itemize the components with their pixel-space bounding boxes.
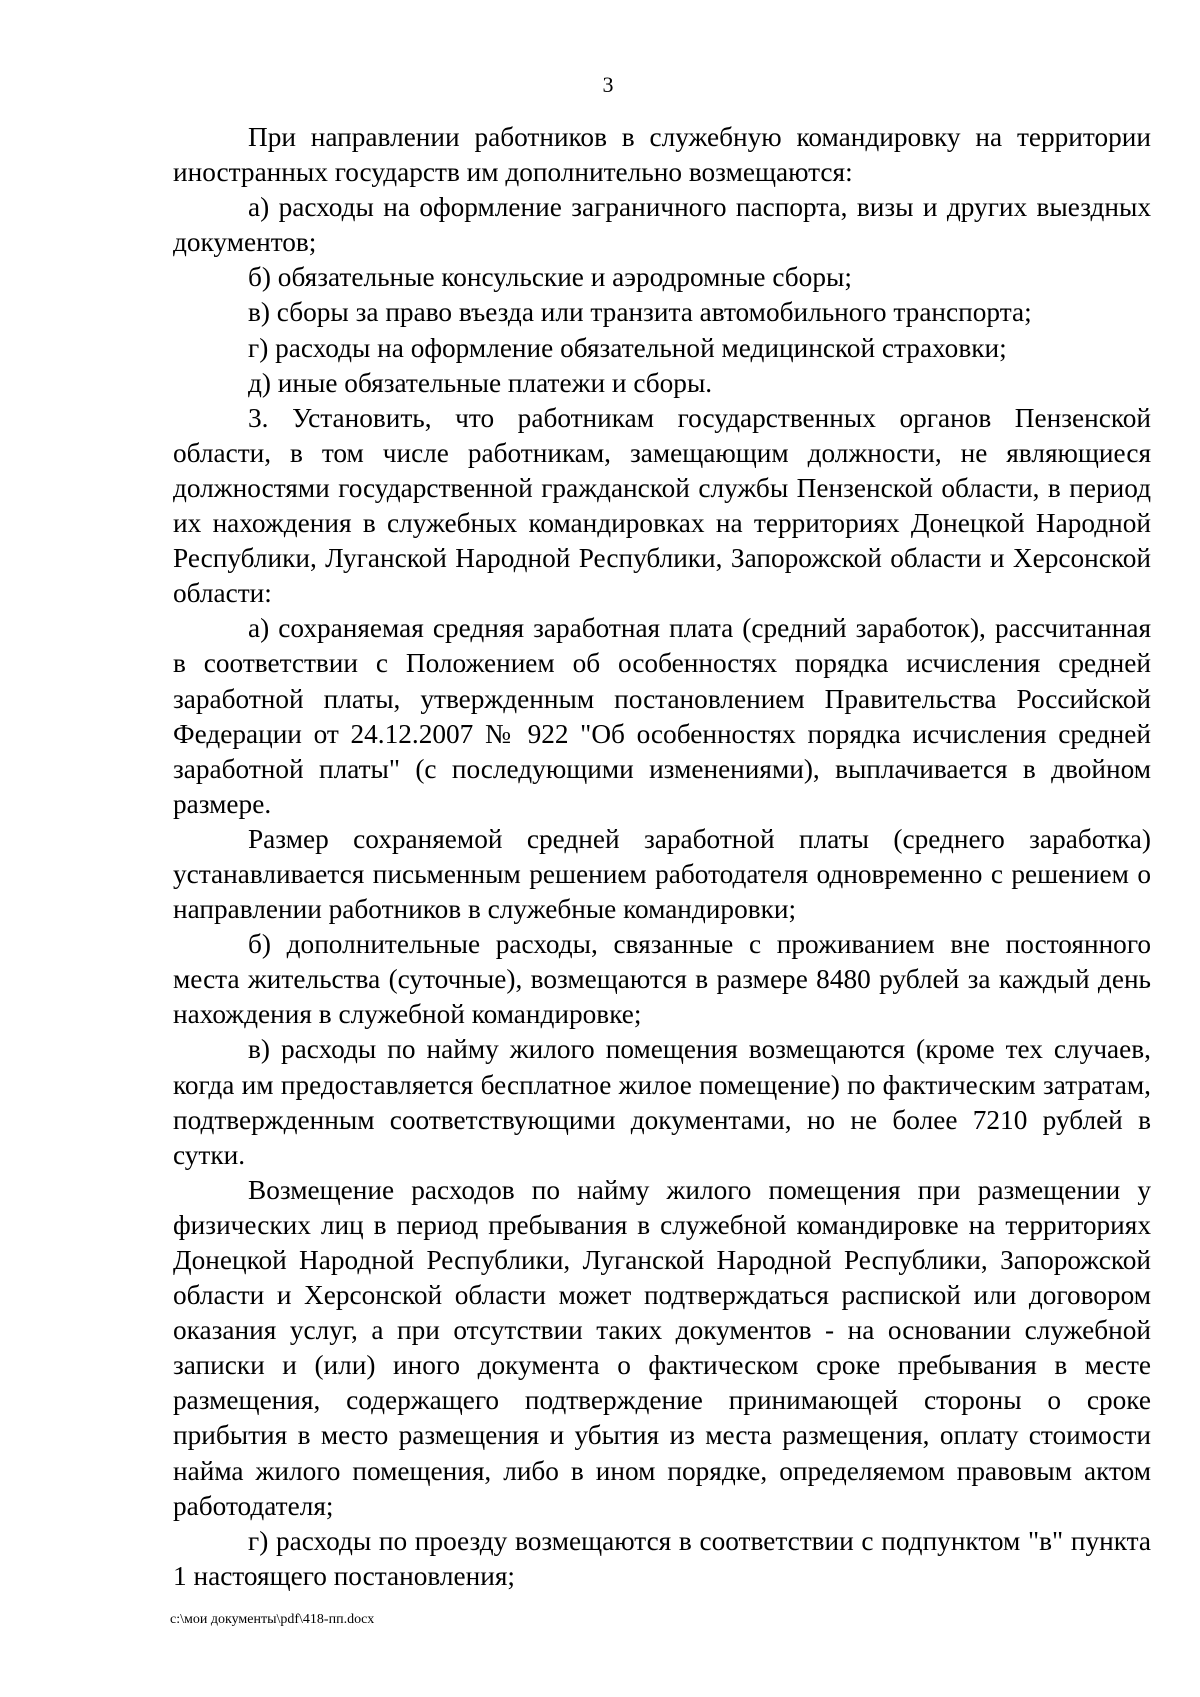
paragraph-clause-3: 3. Установить, что работникам государственных органов Пензенской области, в том числе работникам, замещающим должности, не являющиеся должностями государственной гражданской службы Пензенской области, в период их нахождения в служебных командировках на территориях Донецкой Народной Республики, Луганской Народной Республики, Запорожской области и Херсонской области:	[173, 402, 1151, 609]
paragraph-foreign-trips-intro: При направлении работников в служебную командировку на территории иностранных государств им дополнительно возмещаются:	[173, 122, 1151, 188]
paragraph-clause-3-item-g-travel: г) расходы по проезду возмещаются в соответствии с подпунктом "в" пункта 1 настоящего постановления;	[173, 1525, 1151, 1591]
document-body	[173, 120, 1151, 1594]
paragraph-item-b-consular-fees: б) обязательные консульские и аэродромные сборы;	[248, 262, 852, 293]
paragraph-housing-reimbursement: Возмещение расходов по найму жилого помещения при размещении у физических лиц в период пребывания в служебной командировке на территориях Донецкой Народной Республики, Луганской Народной Республики, Запорожской области и Херсонской области может подтверждаться распиской или договором оказания услуг, а при отсутствии таких документов - на основании служебной записки и (или) иного документа о фактическом сроке пребывания в месте размещения, содержащего подтверждение принимающей стороны о сроке прибытия в место размещения и убытия из места размещения, оплату стоимости найма жилого помещения, либо в ином порядке, определяемом правовым актом работодателя;	[173, 1174, 1151, 1521]
paragraph-item-d-other-payments: д) иные обязательные платежи и сборы.	[248, 367, 713, 398]
footer-file-path: c:\мои документы\pdf\418-пп.docx	[170, 1612, 375, 1627]
paragraph-clause-3-item-v-housing: в) расходы по найму жилого помещения возмещаются (кроме тех случаев, когда им предоставляется бесплатное жилое помещение) по фактическим затратам, подтвержденным соответствующими документами, но не более 7210 рублей в сутки.	[173, 1034, 1151, 1170]
paragraph-item-v-entry-fees: в) сборы за право въезда или транзита автомобильного транспорта;	[248, 297, 1032, 328]
paragraph-clause-3-item-a-salary: а) сохраняемая средняя заработная плата (средний заработок), рассчитанная в соответствии с Положением об особенностях порядка исчисления средней заработной платы, утвержденным постановлением Правительства Российской Федерации от 24.12.2007 № 922 "Об особенностях порядка исчисления средней заработной платы" (с последующими изменениями), выплачивается в двойном размере.	[173, 613, 1151, 819]
page-number: 3	[602, 72, 614, 97]
paragraph-clause-3-item-b-per-diem: б) дополнительные расходы, связанные с проживанием вне постоянного места жительства (суточные), возмещаются в размере 8480 рублей за каждый день нахождения в служебной командировке;	[173, 929, 1151, 1030]
paragraph-salary-amount-decision: Размер сохраняемой средней заработной платы (среднего заработка) устанавливается письменным решением работодателя одновременно с решением о направлении работников в служебные командировки;	[173, 823, 1151, 925]
paragraph-item-g-insurance: г) расходы на оформление обязательной медицинской страховки;	[248, 332, 1007, 363]
paragraph-item-a-passport-visa: а) расходы на оформление заграничного паспорта, визы и других выездных документов;	[173, 192, 1151, 258]
